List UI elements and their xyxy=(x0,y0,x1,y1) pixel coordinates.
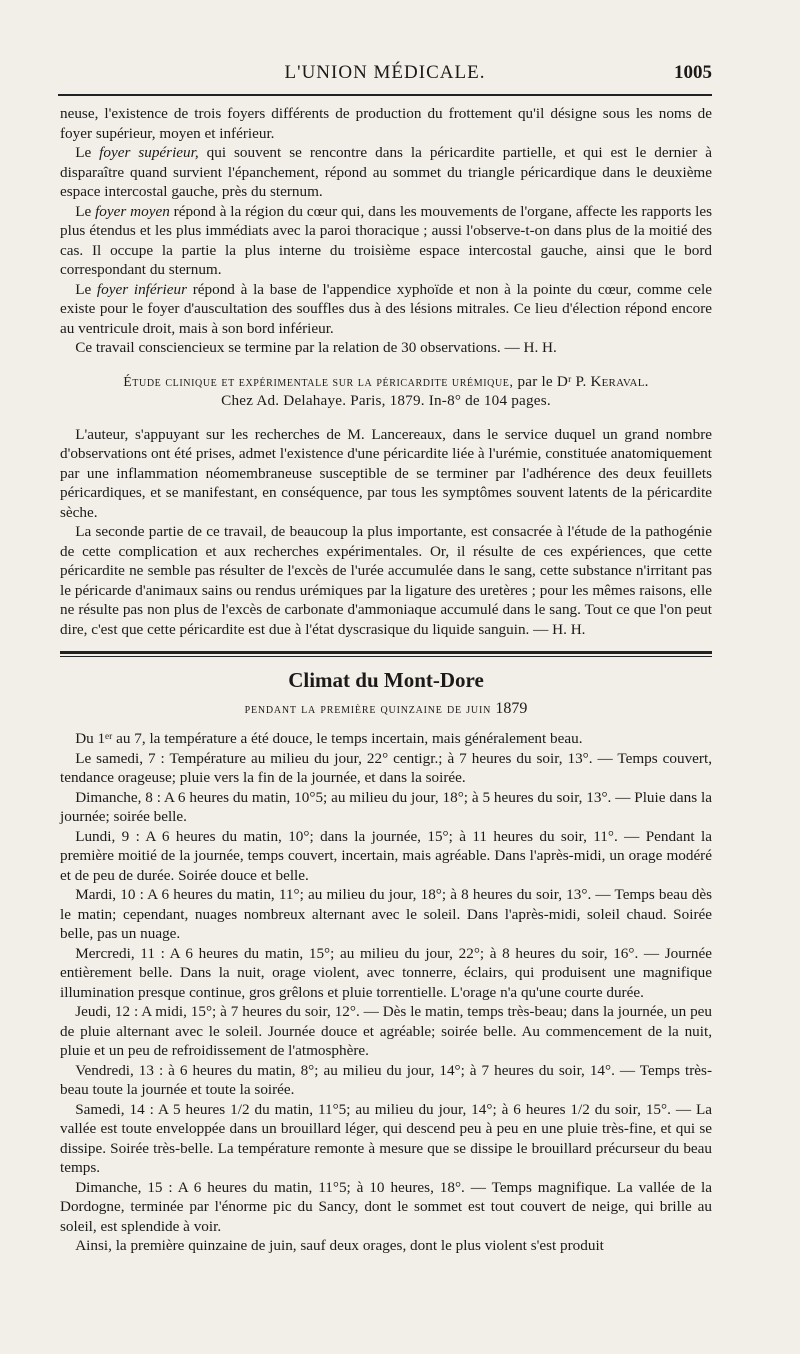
weather-entry: Lundi, 9 : A 6 heures du matin, 10°; dans la journée, 15°; à 11 heures du soir, 11°. — Pendant la première moitié de la journée, temps couvert, incertain, mais agréable. Dans l'après-midi, un orage modéré et de peu de durée. Soirée douce et belle. xyxy=(60,827,712,884)
weather-entry: Ainsi, la première quinzaine de juin, sauf deux orages, dont le plus violent s'est produit xyxy=(60,1237,604,1254)
review1-paragraph-5: Ce travail consciencieux se termine par la relation de 30 observations. — H. H. xyxy=(75,339,557,356)
weather-entry: Dimanche, 8 : A 6 heures du matin, 10°5; au milieu du jour, 18°; à 5 heures du soir, 13°. — Pluie dans la journée; soirée belle. xyxy=(60,788,712,825)
reference-publisher: Chez Ad. Delahaye. Paris, 1879. In-8° de 104 pages. xyxy=(221,392,551,409)
review2-reference: Étude clinique et expérimentale sur la péricardite urémique, par le Dʳ P. Keraval. xyxy=(123,372,649,390)
weather-entry: Du 1ᵉʳ au 7, la température a été douce, le temps incertain, mais généralement beau. xyxy=(60,730,583,747)
weather-entry: Vendredi, 13 : à 6 heures du matin, 8°; au milieu du jour, 14°; à 7 heures du soir, 14°. — Temps très-beau toute la journée et toute la soirée. xyxy=(60,1061,712,1098)
weather-entry: Jeudi, 12 : A midi, 15°; à 7 heures du soir, 12°. — Dès le matin, temps très-beau; dans la journée, un peu de pluie alternant avec le soleil. Journée douce et agréable; soirée belle. Au commencement de la nuit, pluie et un peu de refroidissement de l'atmosphère. xyxy=(60,1003,712,1059)
term-foyer-moyen: foyer moyen xyxy=(95,202,170,220)
section-title: Climat du Mont-Dore xyxy=(288,668,484,692)
journal-title: L'UNION MÉDICALE. xyxy=(284,62,486,83)
running-header xyxy=(58,60,712,90)
review2-paragraph-2: La seconde partie de ce travail, de beaucoup la plus importante, est consacrée à l'étude de la pathogénie de cette complication et aux recherches expérimentales. Or, il résulte de ces expériences, que cette péricardite ne semble pas résulter de l'excès de l'urée accumulée dans le sang, cette substance n'irritant pas le péricarde d'animaux sains ou rendus urémiques par la ligature des uretères ; pour les mêmes raisons, elle ne résulte pas non plus de l'excès de carbonate d'ammoniaque accumulé dans le sang. Tout ce que l'on peut dire, c'est que cette péricardite est due à l'état dyscrasique du liquide sanguin. — H. H. xyxy=(60,523,712,638)
weather-entry: Le samedi, 7 : Température au milieu du jour, 22° centigr.; à 7 heures du soir, 13°. — Temps couvert, tendance orageuse; pluie vers la fin de la journée, et dans la soirée. xyxy=(60,749,712,786)
term-foyer-inferieur: foyer inférieur xyxy=(96,280,187,298)
weather-entry: Samedi, 14 : A 5 heures 1/2 du matin, 11°5; au milieu du jour, 14°; à 6 heures 1/2 du soir, 15°. — La vallée est toute enveloppée dans un brouillard léger, qui descend peu à peu en une pluie très-fine, et qui se dissipe. Soirée très-belle. La température remonte à mesure que se dissipe le brouillard précurseur du beau temps. xyxy=(60,1100,712,1176)
weather-entry: Mercredi, 11 : A 6 heures du matin, 15°; au milieu du jour, 22°; à 8 heures du soir, 16°. — Journée entièrement belle. Dans la nuit, orage violent, avec tonnerre, éclairs, qui produisent une magnifique illumination presque continue, gros grêlons et pluie torrentielle. L'orage n'a qu'une courte durée. xyxy=(60,944,712,1001)
weather-entries xyxy=(60,729,712,1256)
reference-author: Keraval. xyxy=(590,372,649,390)
review1-paragraph-1: neuse, l'existence de trois foyers différents de production du frottement qu'il désigne sous les noms de foyer supérieur, moyen et inférieur. xyxy=(60,105,712,142)
header-rule xyxy=(58,94,712,96)
weather-entry: Mardi, 10 : A 6 heures du matin, 11°; au milieu du jour, 18°; à 8 heures du soir, 13°. — Temps beau dès le matin; cependant, nuages nombreux alternant avec le soleil. Dans l'après-midi, soleil chaud. Soirée belle, pas un nuage. xyxy=(60,886,712,942)
page-number: 1005 xyxy=(674,62,712,83)
section-divider xyxy=(60,651,712,657)
review1-paragraph-2: Le foyer supérieur, qui souvent se rencontre dans la péricardite partielle, et qui est le dernier à disparaître quand survient l'épanchement, répond au sommet du triangle péricardique dans le deuxième espace intercostal gauche, près du sternum. xyxy=(60,144,712,200)
review1-paragraph-4: Le foyer inférieur répond à la base de l'appendice xyphoïde et non à la pointe du cœur, comme cele existe pour le foyer d'auscultation des souffles dus à des lésions mitrales. Ce lieu d'élection répond encore au ventricule droit, mais à son bord inférieur. xyxy=(60,280,712,337)
review2-paragraph-1: L'auteur, s'appuyant sur les recherches de M. Lancereaux, dans le service duquel un grand nombre d'observations ont été prises, admet l'existence d'une péricardite liée à l'urémie, constituée anatomiquement par une inflammation néomembraneuse susceptible de se terminer par l'adhérence des deux feuillets péricardiques, et se manifestant, en conséquence, par tous les symptômes souvent latents de la péricardite sèche. xyxy=(60,425,712,521)
reference-title: Étude clinique et expérimentale sur la péricardite urémique, xyxy=(123,373,514,389)
page-body xyxy=(60,104,712,1256)
term-foyer-superieur: foyer supérieur, xyxy=(99,144,199,161)
weather-entry: Dimanche, 15 : A 6 heures du matin, 11°5; à 10 heures, 18°. — Temps magnifique. La vallée de la Dordogne, terminée par l'énorme pic du Sancy, dont le sommet est tout couvert de neige, qui brille au soleil, est splendide à voir. xyxy=(60,1178,712,1235)
section-subtitle: pendant la première quinzaine de juin 1879 xyxy=(244,699,528,717)
review1-paragraph-3: Le foyer moyen répond à la région du cœur qui, dans les mouvements de l'organe, affecte les rapports les plus étendus et les plus immédiats avec la paroi thoracique ; aussi l'observe-t-on dans plus de la moitié des cas. Il occupe la partie la plus interne du troisième espace intercostal gauche, ainsi que le bord correspondant du sternum. xyxy=(60,202,713,278)
